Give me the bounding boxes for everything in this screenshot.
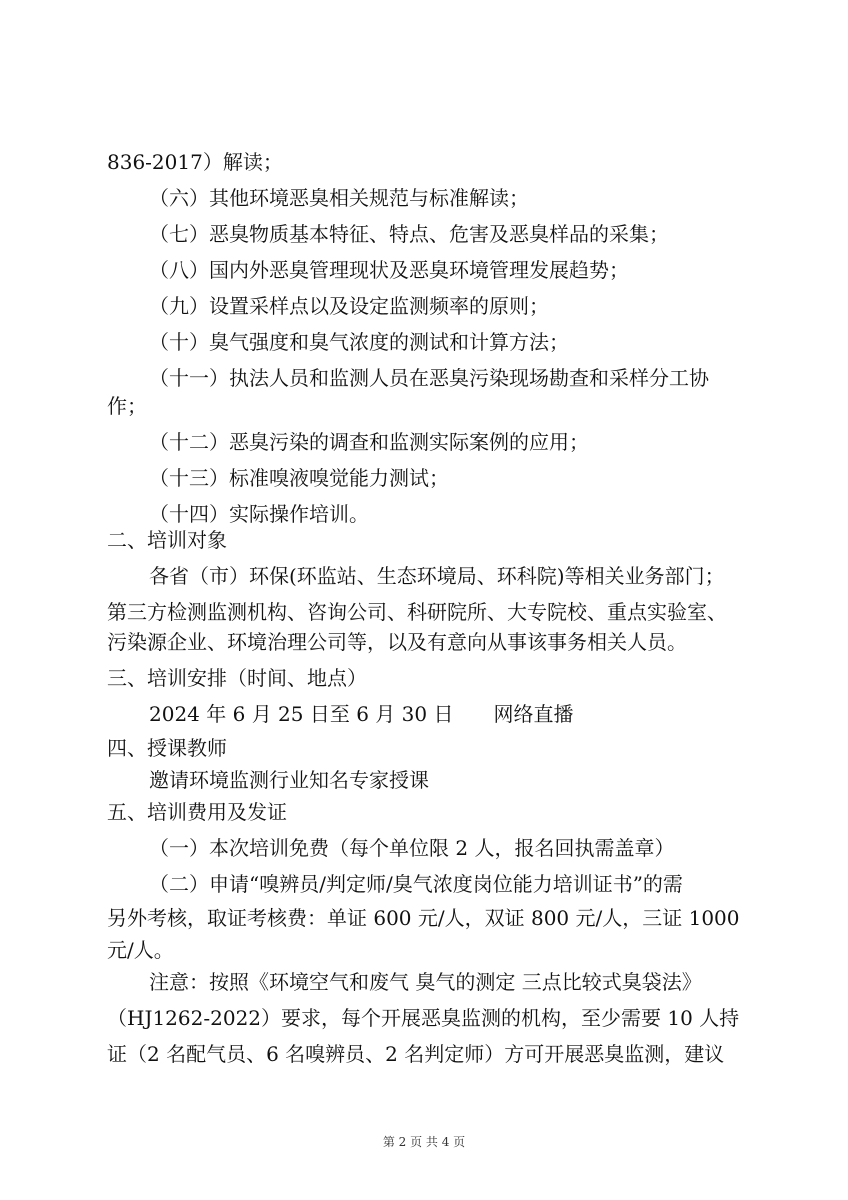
page-footer: 第 2 页 共 4 页 [382, 1135, 466, 1149]
list-item-12: （十二）恶臭污染的调查和监测实际案例的应用； [149, 430, 589, 454]
paragraph-line: 各省（市）环保(环监站、生态环境局、环科院)等相关业务部门； [149, 564, 725, 588]
section-heading: 五、培训费用及发证 [107, 800, 287, 824]
section-heading: 二、培训对象 [107, 528, 227, 552]
note-line: （HJ1262-2022）要求，每个开展恶臭监测的机构，至少需要 10 人持 [107, 1006, 740, 1030]
list-item-14: （十四）实际操作培训。 [149, 502, 369, 526]
list-item-9: （九）设置采样点以及设定监测频率的原则； [149, 294, 549, 318]
schedule-line: 2024 年 6 月 25 日至 6 月 30 日 网络直播 [149, 702, 574, 726]
section-heading: 四、授课教师 [107, 736, 227, 760]
section-heading: 三、培训安排（时间、地点） [107, 666, 367, 690]
paragraph-line: 污染源企业、环境治理公司等，以及有意向从事该事务相关人员。 [107, 630, 687, 654]
list-item-8: （八）国内外恶臭管理现状及恶臭环境管理发展趋势； [149, 258, 629, 282]
list-item-11: （十一）执法人员和监测人员在恶臭污染现场勘查和采样分工协 [149, 366, 709, 390]
fee-item-2-cont: 另外考核，取证考核费：单证 600 元/人，双证 800 元/人，三证 1000 [107, 906, 740, 930]
list-item-10: （十）臭气强度和臭气浓度的测试和计算方法； [149, 330, 569, 354]
list-item-13: （十三）标准嗅液嗅觉能力测试； [149, 466, 449, 490]
text-line: 836-2017）解读； [107, 150, 283, 174]
fee-item-2: （二）申请“嗅辨员/判定师/臭气浓度岗位能力培训证书”的需 [149, 872, 683, 896]
fee-item-1: （一）本次培训免费（每个单位限 2 人，报名回执需盖章） [149, 836, 675, 860]
list-item-11-cont: 作； [107, 394, 147, 418]
list-item-6: （六）其他环境恶臭相关规范与标准解读； [149, 186, 529, 210]
note-line: 注意：按照《环境空气和废气 臭气的测定 三点比较式臭袋法》 [149, 970, 702, 994]
fee-item-2-cont: 元/人。 [107, 938, 174, 962]
note-line: 证（2 名配气员、6 名嗅辨员、2 名判定师）方可开展恶臭监测，建议 [107, 1042, 725, 1066]
list-item-7: （七）恶臭物质基本特征、特点、危害及恶臭样品的采集； [149, 222, 669, 246]
paragraph-line: 邀请环境监测行业知名专家授课 [149, 768, 429, 792]
paragraph-line: 第三方检测监测机构、咨询公司、科研院所、大专院校、重点实验室、 [107, 600, 727, 624]
